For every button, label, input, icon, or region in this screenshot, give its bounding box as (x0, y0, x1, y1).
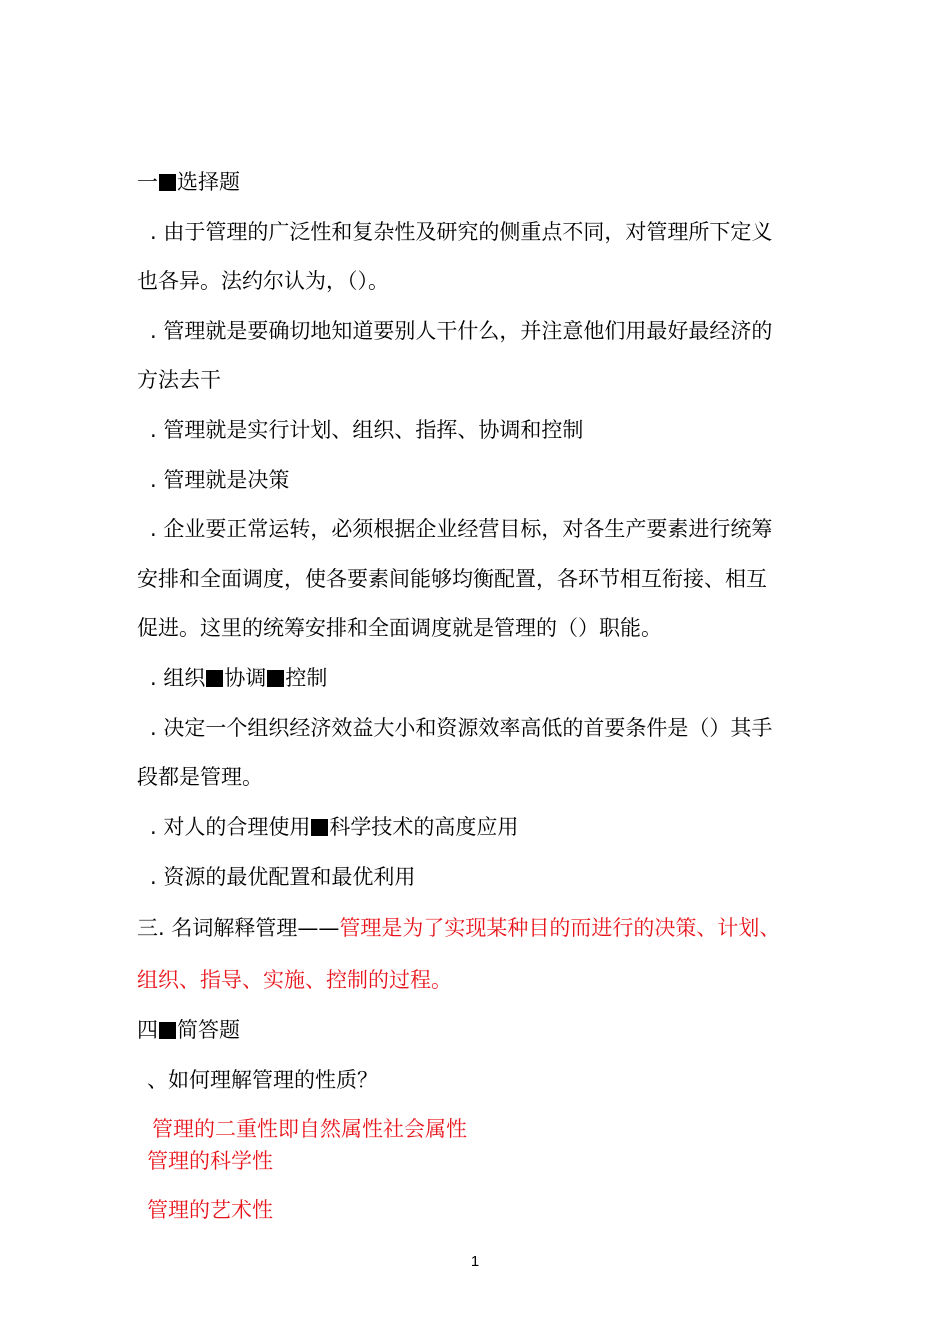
section-title: 简答题 (177, 1018, 240, 1042)
term-definition-line-1 (137, 913, 780, 943)
question-1-option-a-line-1: . 管理就是要确切地知道要别人干什么，并注意他们用最好最经济的 (150, 319, 773, 343)
black-square-icon (206, 670, 223, 687)
option-technology: 科学技术的高度应用 (329, 815, 519, 839)
question-1-option-a-line-2: 方法去干 (137, 368, 221, 392)
section-heading-choice (137, 167, 240, 197)
question-2-line-2: 安排和全面调度，使各要素间能够均衡配置，各环节相互衔接、相互 (137, 567, 767, 591)
question-3-line-2: 段都是管理。 (137, 765, 263, 789)
short-answer-point-3: 管理的艺术性 (147, 1198, 273, 1222)
short-answer-question: 、如何理解管理的性质？ (147, 1068, 378, 1092)
page-number: 1 (470, 1253, 480, 1270)
option-control: 控制 (285, 666, 328, 690)
question-1-option-b: . 管理就是实行计划、组织、指挥、协调和控制 (150, 418, 584, 442)
term-label: 三. 名词解释管理—— (137, 916, 340, 940)
section-number: 四 (137, 1018, 158, 1042)
question-1-option-c: . 管理就是决策 (150, 468, 290, 492)
section-title: 选择题 (177, 170, 240, 194)
option-people: . 对人的合理使用 (150, 815, 311, 839)
term-answer: 管理是为了实现某种目的而进行的决策、计划、 (339, 916, 781, 940)
black-square-icon (159, 174, 176, 191)
term-definition-line-2: 组织、指导、实施、控制的过程。 (137, 968, 452, 992)
question-3-line-1: . 决定一个组织经济效益大小和资源效率高低的首要条件是（）其手 (150, 716, 773, 740)
question-2-line-3: 促进。这里的统筹安排和全面调度就是管理的（）职能。 (137, 616, 662, 640)
option-organize: . 组织 (150, 666, 206, 690)
question-3-option-resources: . 资源的最优配置和最优利用 (150, 865, 416, 889)
section-number: 一 (137, 170, 158, 194)
black-square-icon (159, 1022, 176, 1039)
option-coordinate: 协调 (224, 666, 267, 690)
question-1-line-2: 也各异。法约尔认为，（）。 (137, 269, 389, 293)
question-1-line-1: . 由于管理的广泛性和复杂性及研究的侧重点不同，对管理所下定义 (150, 220, 773, 244)
section-heading-short-answer (137, 1015, 240, 1045)
question-2-line-1: . 企业要正常运转，必须根据企业经营目标，对各生产要素进行统筹 (150, 517, 773, 541)
question-2-options (150, 663, 327, 693)
short-answer-point-2: 管理的科学性 (147, 1149, 273, 1173)
question-3-options-1 (150, 812, 518, 842)
black-square-icon (311, 819, 328, 836)
black-square-icon (267, 670, 284, 687)
short-answer-point-1: 管理的二重性即自然属性社会属性 (152, 1117, 467, 1141)
